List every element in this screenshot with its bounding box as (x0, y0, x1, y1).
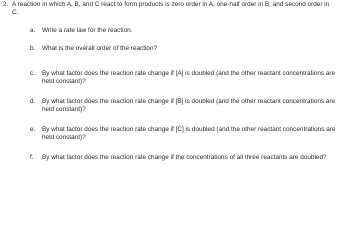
item-text: Write a rate law for the reaction. (42, 27, 133, 34)
item-letter: b. (30, 45, 36, 52)
item-letter: c. (30, 70, 35, 77)
item-text: By what factor does the reaction rate change if [A] is doubled (and the other reactant concentrations are held constant)? (42, 70, 336, 85)
item-text: By what factor does the reaction rate change if [B] is doubled (and the other reactant concentrations are held constant)? (42, 98, 336, 113)
item-letter: e. (30, 126, 36, 133)
item-text: By what factor does the reaction rate change if [C] is doubled (and the other reactant concentrations are held constant)? (42, 126, 336, 141)
item-letter: f. (30, 154, 34, 161)
question-stem: A reaction in which A, B, and C react to form products is zero order in A, one-half order in B, and second order in C. (12, 1, 330, 16)
item-text: By what factor does the reaction rate change if the concentrations of all three reactants are doubled? (42, 154, 327, 161)
item-letter: d. (30, 98, 36, 105)
item-text: What is the overall order of the reaction? (42, 45, 158, 52)
question-number: 2. (3, 1, 9, 8)
item-letter: a. (30, 27, 36, 34)
